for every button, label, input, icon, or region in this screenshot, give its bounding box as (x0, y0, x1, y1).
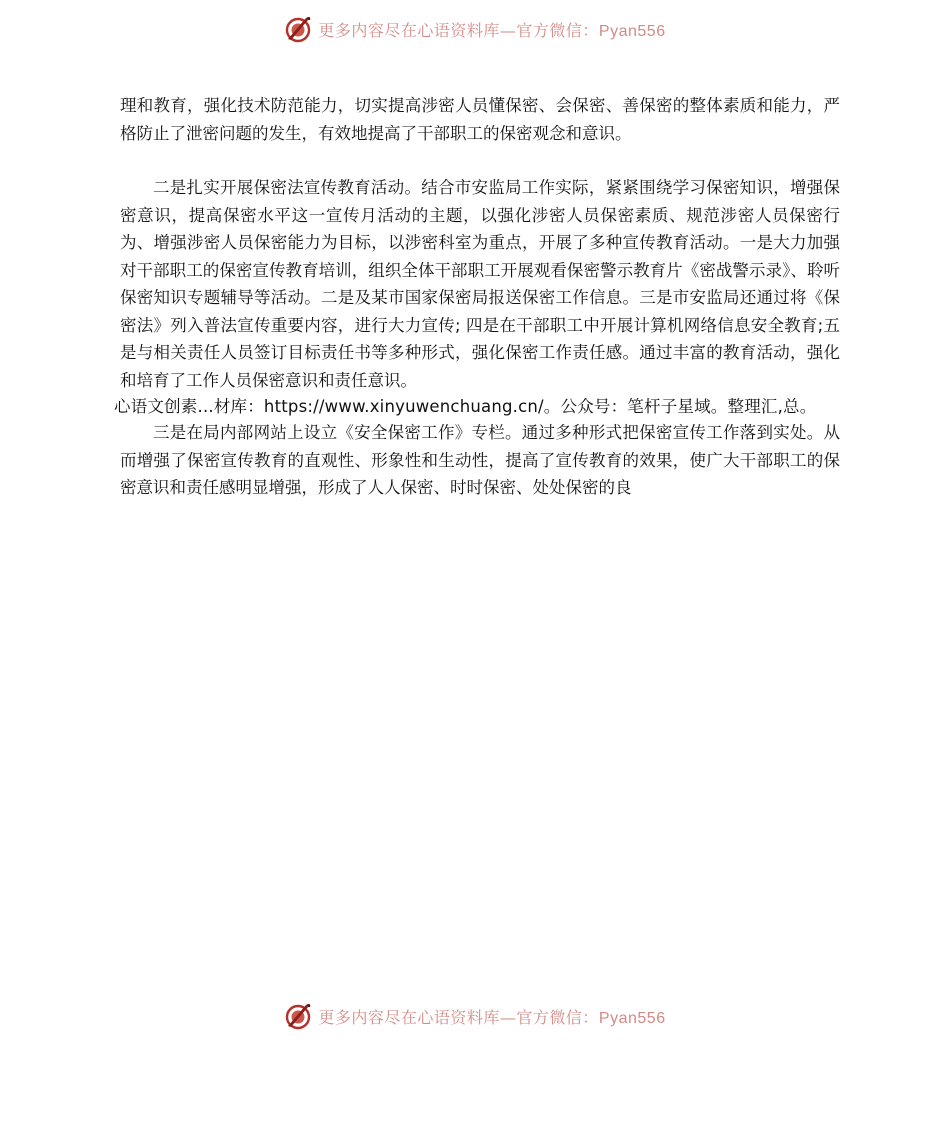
paragraph-intranet-column: 三是在局内部网站上设立《安全保密工作》专栏。通过多种形式把保密宣传工作落到实处。从而增强了保密宣传教育的直观性、形象性和生动性，提高了宣传教育的效果，使广大干部职工的保密意识和责任感明显增强，形成了人人保密、时时保密、处处保密的良 (120, 423, 840, 497)
banner-text: 更多内容尽在心语资料库—官方微信：Pyan556 (318, 20, 666, 40)
document-body (114, 92, 840, 502)
paragraph-continuation: 理和教育，强化技术防范能力，切实提高涉密人员懂保密、会保密、善保密的整体素质和能力，严格防止了泄密问题的发生，有效地提高了干部职工的保密观念和意识。 (120, 96, 840, 143)
paragraph-publicity-activities: 二是扎实开展保密法宣传教育活动。结合市安监局工作实际，紧紧围绕学习保密知识，增强保密意识，提高保密水平这一宣传月活动的主题，以强化涉密人员保密素质、规范涉密人员保密行为、增强涉密人员保密能力为目标，以涉密科室为重点，开展了多种宣传教育活动。一是大力加强对干部职工的保密宣传教育培训，组织全体干部职工开展观看保密警示教育片《密战警示录》、聆听保密知识专题辅导等活动。二是及某市国家保密局报送保密工作信息。三是市安监局还通过将《保密法》列入普法宣传重要内容，进行大力宣传; 四是在干部职工中开展计算机网络信息安全教育;五是与相关责任人员签订目标责任书等多种形式，强化保密工作责任感。通过丰富的教育活动，强化和培育了工作人员保密意识和责任意识。 (120, 178, 840, 390)
source-watermark-line: 心语文创素...材库：https://www.xinyuwenchuang.cn/。公众号：笔杆子星域。整理汇,总。 (114, 397, 817, 416)
footer-banner (0, 1000, 950, 1032)
quill-seal-icon (284, 15, 312, 43)
banner-text: 更多内容尽在心语资料库—官方微信：Pyan556 (318, 1007, 666, 1027)
quill-seal-icon (284, 1002, 312, 1030)
header-banner (0, 13, 950, 45)
